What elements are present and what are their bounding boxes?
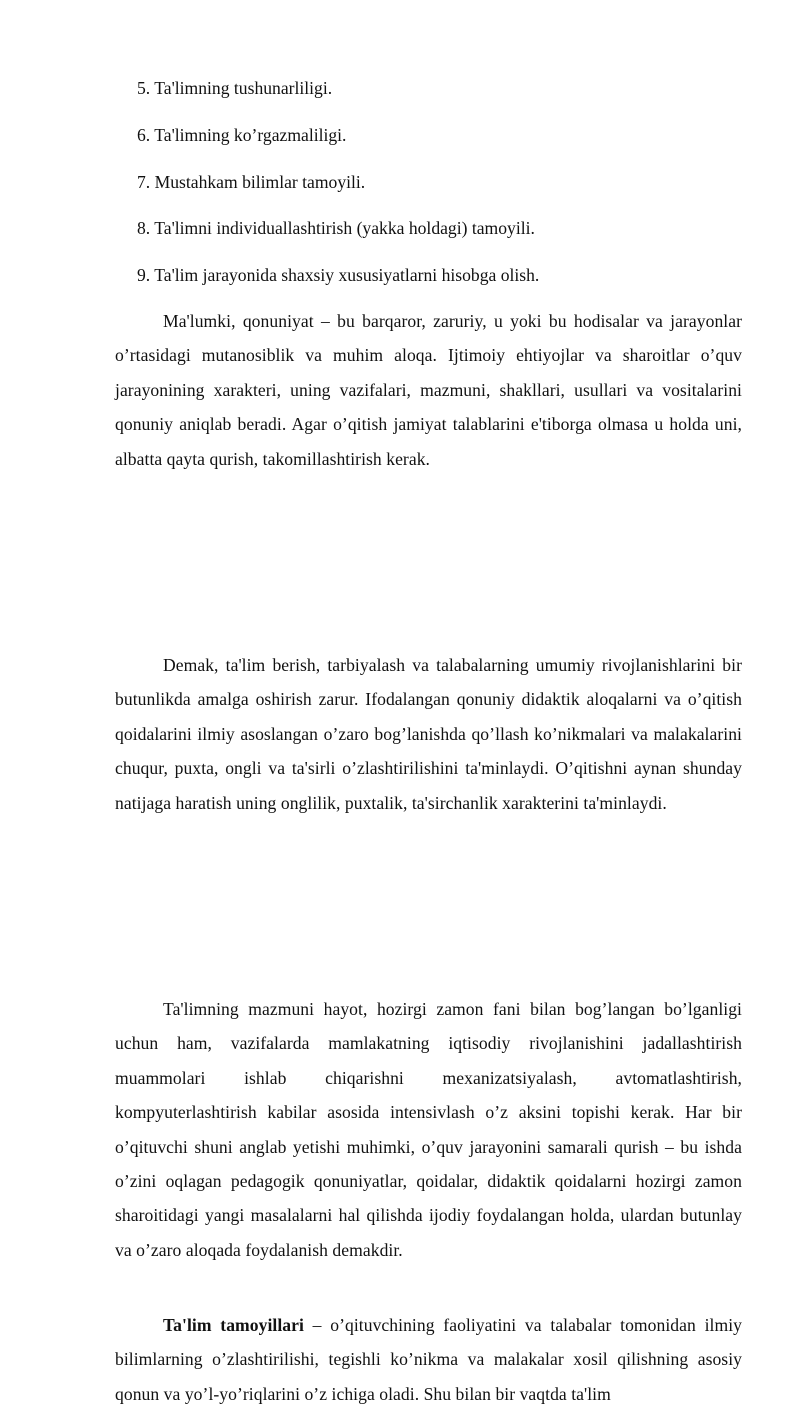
term-definition: – o’qituvchining faoliyatini va talabalar tomonidan ilmiy bilimlarning o’zlashtirilishi, tegishli ko’nikma va malakalar xosil qilishning asosiy qonun va yo’l-yo’riqlarini o’z ichiga oladi. Shu bilan bir vaqtda ta'lim	[115, 1315, 742, 1404]
term-heading: Ta'lim tamoyillari	[163, 1315, 304, 1335]
paragraph-content-of-education: Ta'limning mazmuni hayot, hozirgi zamon fani bilan bog’langan bo’lganligi uchun ham, vazifalarda mamlakatning iqtisodiy rivojlanishini jadallashtirish muammolari ishlab chiqarishni mexanizatsiyalash, avtomatlashtirish, kompyuterlashtirish kabilar asosida intensivlash o’z aksini topishi kerak. Har bir o’qituvchi shuni anglab yetishi muhimki, o’quv jarayonini samarali qurish – bu ishda o’zini oqlagan pedagogik qonuniyatlar, qoidalar, didaktik qoidalarni hozirgi zamon sharoitidagi yangi masalalarni hal qilishda ijodiy foydalangan holda, ulardan butunlay va o’zaro aloqada foydalanish demakdir.	[115, 999, 742, 1260]
paragraph-regularity: Ma'lumki, qonuniyat – bu barqaror, zaruriy, u yoki bu hodisalar va jarayonlar o’rtasidagi mutanosiblik va muhim aloqa. Ijtimoiy ehtiyojlar va sharoitlar o’quv jarayonining xarakteri, uning vazifalari, mazmuni, shakllari, usullari va vositalarini qonuniy aniqlab beradi. Agar o’qitish jamiyat talablarini e'tiborga olmasa u holda uni, albatta qayta qurish, takomillashtirish kerak.	[115, 311, 742, 469]
list-item: 7. Mustahkam bilimlar tamoyili.	[137, 171, 366, 192]
paragraph-principles-definition	[115, 1308, 742, 1411]
paragraph-education-unity: Demak, ta'lim berish, tarbiyalash va talabalarning umumiy rivojlanishlarini bir butunlikda amalga oshirish zarur. Ifodalangan qonuniy didaktik aloqalarni va o’qitish qoidalarini ilmiy asoslangan o’zaro bog’lanishda qo’llash ko’nikmalari va malakalarini chuqur, puxta, ongli va ta'sirli o’zlashtirilishini ta'minlaydi. O’qitishni aynan shunday natijaga haratish uning onglilik, puxtalik, ta'sirchanlik xarakterini ta'minlaydi.	[115, 655, 742, 813]
list-item: 5. Ta'limning tushunarliligi.	[137, 78, 333, 98]
principles-list	[137, 76, 539, 310]
body-text	[115, 304, 742, 1411]
list-item: 9. Ta'lim jarayonida shaxsiy xususiyatlarni hisobga olish.	[137, 265, 540, 286]
list-item: 6. Ta'limning ko’rgazmaliligi.	[137, 124, 347, 145]
list-item: 8. Ta'limni individuallashtirish (yakka holdagi) tamoyili.	[137, 218, 535, 239]
